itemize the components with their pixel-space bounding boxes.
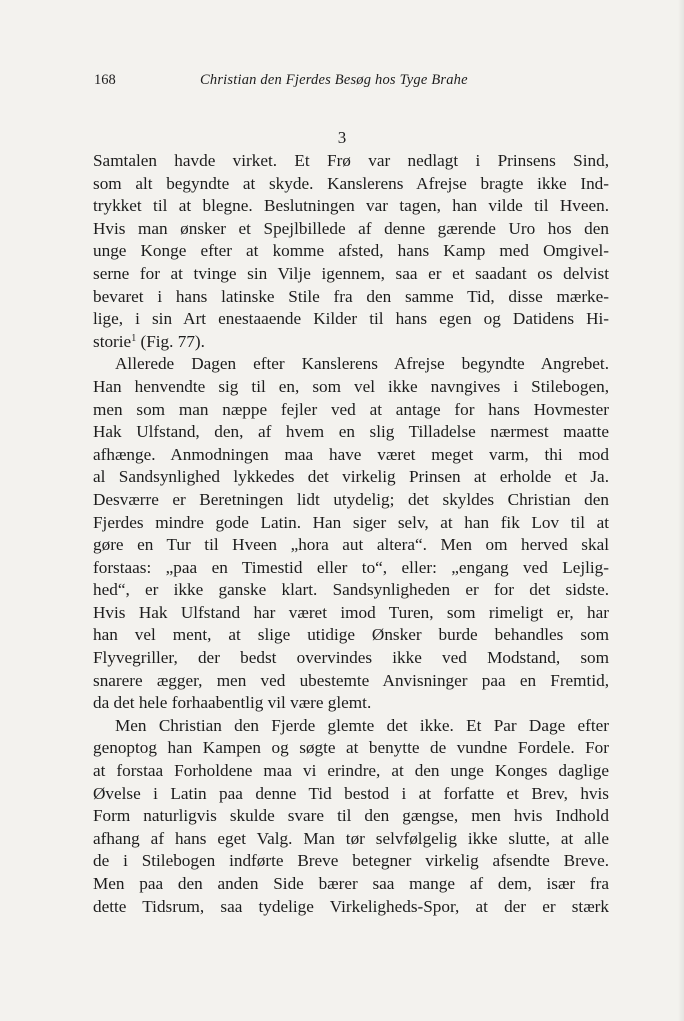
text-line: Men Christian den Fjerde glemte det ikke. Et Par Dage efter <box>115 715 609 735</box>
text-line: unge Konge efter at komme afsted, hans Kamp med Omgivel- <box>93 241 609 261</box>
text-line: da det hele forhaabentlig vil være glemt. <box>93 693 372 713</box>
page-number: 168 <box>94 72 116 88</box>
text-line: Hvis man ønsker et Spejlbillede af denne gærende Uro hos den <box>93 218 609 238</box>
text-line: Øvelse i Latin paa denne Tid bestod i at forfatte et Brev, hvis <box>93 783 609 803</box>
text-line-with-footnote <box>93 331 609 354</box>
text-line: trykket til at blegne. Beslutningen var tagen, han vilde til Hveen. <box>93 196 609 216</box>
text-line: Hvis Hak Ulfstand har været imod Turen, som rimeligt er, har <box>93 602 609 622</box>
running-head <box>94 72 614 92</box>
text-line: Han henvendte sig til en, som vel ikke navngives i Stilebogen, <box>93 376 609 396</box>
footnote-marker: 1 <box>131 332 137 344</box>
text-line: afhænge. Anmodningen maa have været meget varm, thi mod <box>93 444 609 464</box>
text-line: Form naturligvis skulde svare til den gængse, men hvis Indhold <box>93 806 609 826</box>
text-line: Flyvegriller, der bedst overvindes ikke ved Modstand, som <box>93 648 609 668</box>
text-line: Desværre er Beretningen lidt utydelig; det skyldes Christian den <box>93 489 609 509</box>
text-line: snarere ægger, men ved ubestemte Anvisninger paa en Fremtid, <box>93 670 609 690</box>
text-line: dette Tidsrum, saa tydelige Virkeligheds-Spor, at der er stærk <box>93 896 609 916</box>
figure-reference: (Fig. 77). <box>136 331 205 351</box>
running-title: Christian den Fjerdes Besøg hos Tyge Brahe <box>200 72 468 88</box>
text-line: afhang af hans eget Valg. Man tør selvfølgelig ikke slutte, at alle <box>93 828 609 848</box>
text-line: al Sandsynlighed lykkedes det virkelig Prinsen at erholde et Ja. <box>93 467 609 487</box>
text-line: som alt begyndte at skyde. Kanslerens Afrejse bragte ikke Ind- <box>93 173 609 193</box>
footnote-word: storie <box>93 331 132 351</box>
text-line: hed“, er ikke ganske klart. Sandsynligheden er for det sidste. <box>93 580 609 600</box>
text-line: serne for at tvinge sin Vilje igennem, saa er et saadant os delvist <box>93 263 609 283</box>
text-line: forstaas: „paa en Timestid eller to“, eller: „engang ved Lejlig- <box>93 557 609 577</box>
text-line: genoptog han Kampen og søgte at benytte de vundne Fordele. For <box>93 738 609 758</box>
page-edge-shadow <box>678 0 684 1021</box>
text-line: bevaret i hans latinske Stile fra den samme Tid, disse mærke- <box>93 286 609 306</box>
text-line: Samtalen havde virket. Et Frø var nedlagt i Prinsens Sind, <box>93 151 609 170</box>
text-line: Men paa den anden Side bærer saa mange af dem, især fra <box>93 874 609 893</box>
section-number: 3 <box>337 128 347 147</box>
text-line: men som man næppe fejler ved at antage for hans Hovmester <box>93 399 609 419</box>
body-text <box>93 150 609 918</box>
text-line: de i Stilebogen indførte Breve betegner virkelig afsendte Breve. <box>93 851 609 871</box>
text-line: Fjerdes mindre gode Latin. Han siger selv, at han fik Lov til at <box>93 512 609 532</box>
text-line: gøre en Tur til Hveen „hora aut altera“. Men om herved skal <box>93 535 609 555</box>
text-line: Allerede Dagen efter Kanslerens Afrejse begyndte Angrebet. <box>115 354 609 374</box>
text-line: Hak Ulfstand, den, af hvem en slig Tilladelse nærmest maatte <box>93 422 609 442</box>
text-line: lige, i sin Art enestaaende Kilder til hans egen og Datidens Hi- <box>93 309 609 329</box>
text-line: at forstaa Forholdene maa vi erindre, at den unge Konges daglige <box>93 761 609 781</box>
text-line: han vel ment, at slige utidige Ønsker burde behandles som <box>93 625 609 645</box>
